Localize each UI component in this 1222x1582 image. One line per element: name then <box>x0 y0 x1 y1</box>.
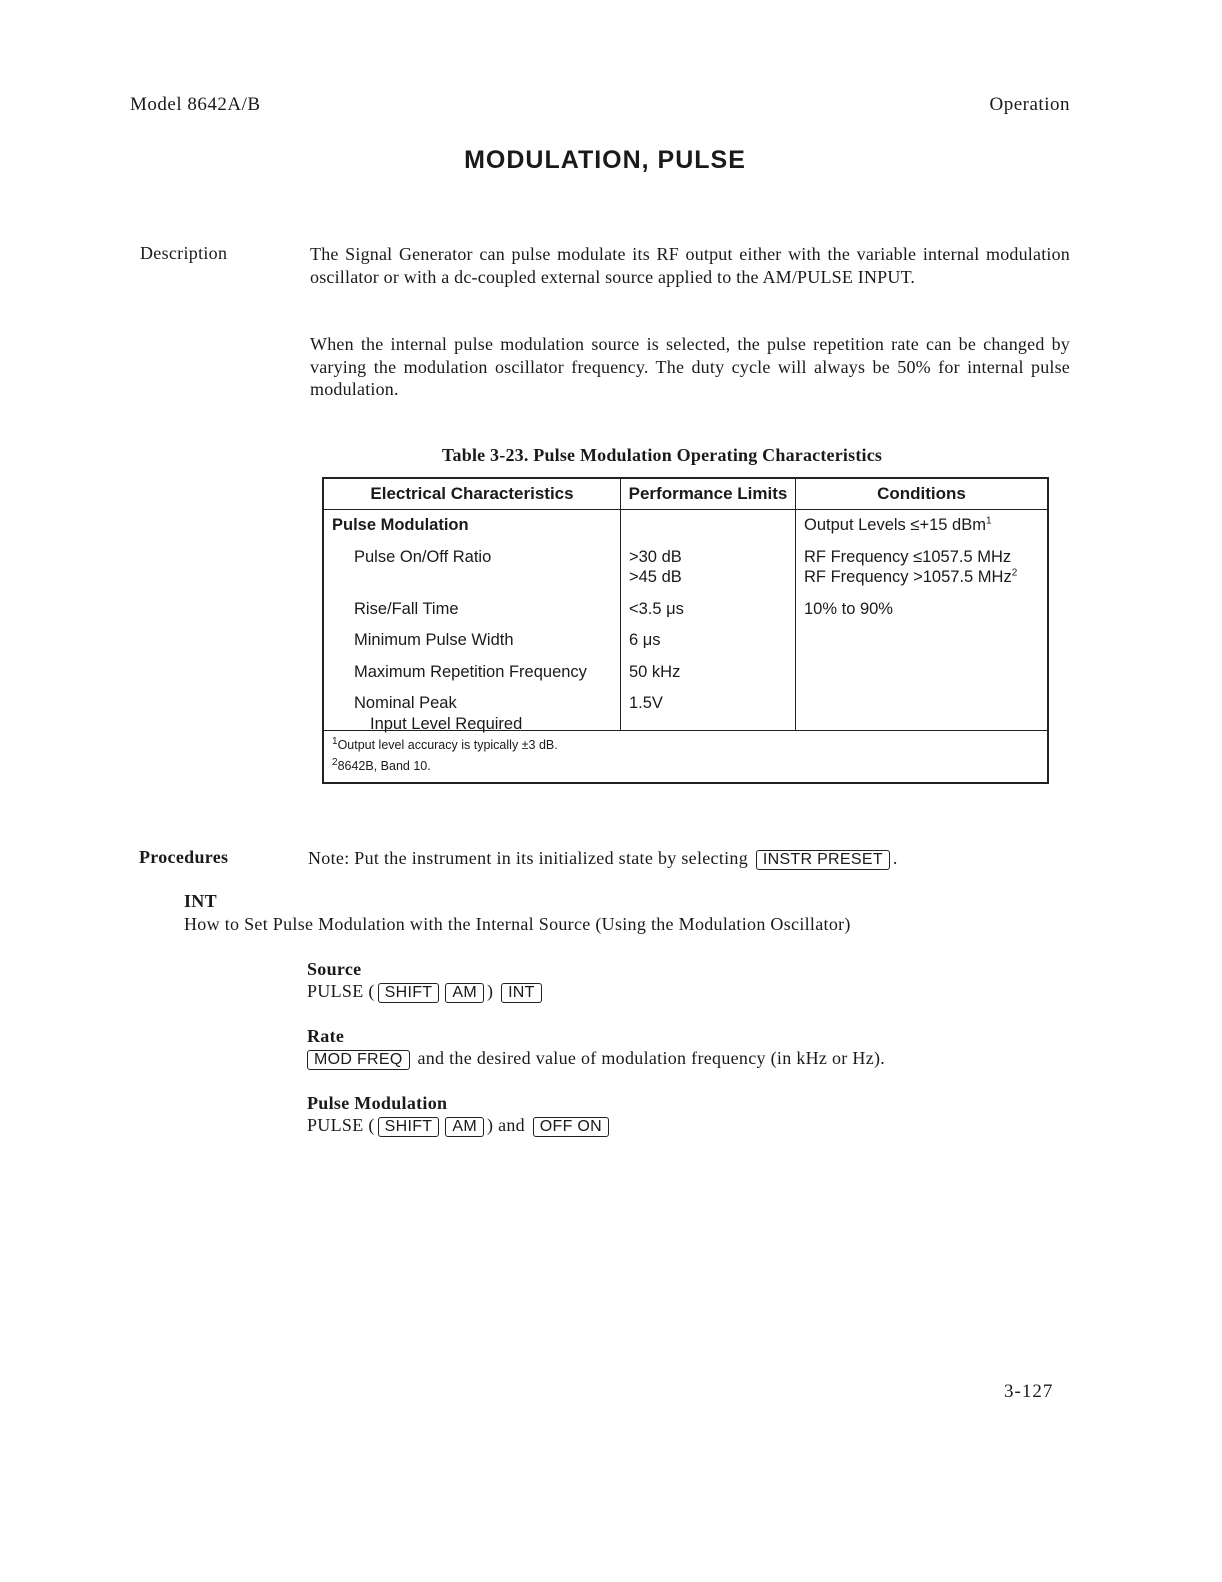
column-header-conditions: Conditions <box>796 478 1049 510</box>
condition-rise-fall: 10% to 90% <box>804 599 893 618</box>
characteristic-peak-level <box>332 688 612 733</box>
am-key-2[interactable]: AM <box>445 1117 484 1137</box>
limit-max-rep: 50 kHz <box>629 662 681 681</box>
limit-empty <box>629 510 787 542</box>
group-label: Pulse Modulation <box>332 516 469 534</box>
int-label: INT <box>184 891 217 911</box>
source-keys <box>307 980 545 1003</box>
limit-rise-fall: <3.5 μs <box>629 599 684 618</box>
description-paragraph-1: The Signal Generator can pulse modulate its RF output either with the variable internal modulation oscillator or with a dc-coupled external source applied to the AM/PULSE INPUT. <box>310 244 1070 287</box>
mod-freq-key[interactable]: MOD FREQ <box>307 1050 410 1070</box>
footnote-row <box>323 731 1048 784</box>
condition-on-off-ratio <box>804 542 1039 594</box>
condition-max-rep <box>804 657 1039 689</box>
footnote-1-text: Output level accuracy is typically ±3 dB. <box>337 738 558 752</box>
condition-peak-level <box>804 688 1039 730</box>
pulse-modulation-table <box>322 477 1049 784</box>
characteristic-on-off-ratio: Pulse On/Off Ratio <box>354 547 492 566</box>
column-header-limits: Performance Limits <box>621 478 796 510</box>
footnote-1-mark: 1 <box>332 735 338 747</box>
pulse-mod-heading: Pulse Modulation <box>307 1093 448 1113</box>
pulse-mod-label: PULSE <box>307 1115 364 1135</box>
condition-min-width <box>804 625 1039 657</box>
table-caption: Table 3-23. Pulse Modulation Operating Characteristics <box>442 445 883 465</box>
pulse-mod-keys <box>307 1114 612 1137</box>
shift-key[interactable]: SHIFT <box>378 983 440 1003</box>
table-body-row <box>323 510 1048 731</box>
source-heading: Source <box>307 959 362 979</box>
condition-on-off-1: RF Frequency ≤1057.5 MHz <box>804 547 1012 566</box>
footnote-ref-1: 1 <box>985 515 992 527</box>
source-pulse-label: PULSE <box>307 981 364 1001</box>
condition-output-levels <box>804 510 1039 542</box>
condition-on-off-2: RF Frequency >1057.5 MHz <box>804 568 1012 586</box>
how-to-heading <box>184 913 851 935</box>
pulse-mod-open-paren: ( <box>368 1115 375 1135</box>
characteristic-rise-fall: Rise/Fall Time <box>354 599 459 618</box>
model-header: Model 8642A/B <box>130 94 261 115</box>
pulse-mod-and: and <box>498 1115 525 1135</box>
condition-on-off-2-wrap <box>804 567 1039 588</box>
description-paragraph-2: When the internal pulse modulation source is selected, the pulse repetition rate can be changed by varying the modulation oscillator frequency. The duty cycle will always be 50% for internal pulse modulation. <box>310 334 1070 399</box>
characteristic-min-width: Minimum Pulse Width <box>354 631 514 649</box>
int-key[interactable]: INT <box>501 983 542 1003</box>
am-key[interactable]: AM <box>445 983 484 1003</box>
section-header: Operation <box>989 94 1070 115</box>
pulse-mod-block <box>307 1092 612 1137</box>
off-on-key[interactable]: OFF ON <box>533 1117 609 1137</box>
source-block <box>307 958 545 1003</box>
characteristic-peak-line1: Nominal Peak <box>354 694 457 712</box>
limit-min-width: 6 μs <box>629 631 661 649</box>
footnote-2-text: 8642B, Band 10. <box>337 758 431 773</box>
footnote-2-mark: 2 <box>332 756 338 768</box>
limit-peak-level: 1.5V <box>629 694 663 712</box>
limits-column <box>621 510 796 731</box>
limit-on-off-2: >45 dB <box>629 568 682 586</box>
note-period: . <box>892 848 898 868</box>
column-header-characteristics: Electrical Characteristics <box>323 478 621 510</box>
note-text: Note: Put the instrument in its initialized state by selecting <box>308 848 749 868</box>
characteristic-peak-line2: Input Level Required <box>370 714 523 733</box>
source-close-paren: ) <box>486 981 494 1001</box>
source-open-paren: ( <box>368 981 375 1001</box>
shift-key-2[interactable]: SHIFT <box>378 1117 440 1137</box>
footnotes-cell <box>323 731 1048 784</box>
how-to-text: How to Set Pulse Modulation with the Internal Source (Using the Modulation Oscillator) <box>184 914 851 934</box>
page-title: MODULATION, PULSE <box>464 146 746 174</box>
condition-output-text: Output Levels ≤+15 dBm <box>804 516 986 534</box>
procedures-heading: Procedures <box>139 847 229 867</box>
instr-preset-key[interactable]: INSTR PRESET <box>756 850 890 870</box>
footnote-ref-2: 2 <box>1011 567 1018 579</box>
limit-on-off-ratio <box>629 542 787 594</box>
pulse-mod-close-paren: ) <box>486 1115 494 1135</box>
rate-text: and the desired value of modulation frequency (in kHz or Hz). <box>417 1048 886 1068</box>
characteristics-column <box>323 510 621 731</box>
limit-on-off-1: >30 dB <box>629 547 682 566</box>
footnote-1 <box>332 735 1039 756</box>
page-number: 3-127 <box>1004 1381 1054 1402</box>
rate-heading: Rate <box>307 1026 345 1046</box>
procedure-note <box>308 847 898 870</box>
rate-line <box>307 1047 885 1070</box>
table-header-row <box>323 478 1048 510</box>
rate-block <box>307 1025 885 1070</box>
footnote-2 <box>332 756 1039 777</box>
conditions-column <box>796 510 1049 731</box>
description-heading: Description <box>140 243 228 263</box>
characteristic-max-rep: Maximum Repetition Frequency <box>354 662 587 681</box>
